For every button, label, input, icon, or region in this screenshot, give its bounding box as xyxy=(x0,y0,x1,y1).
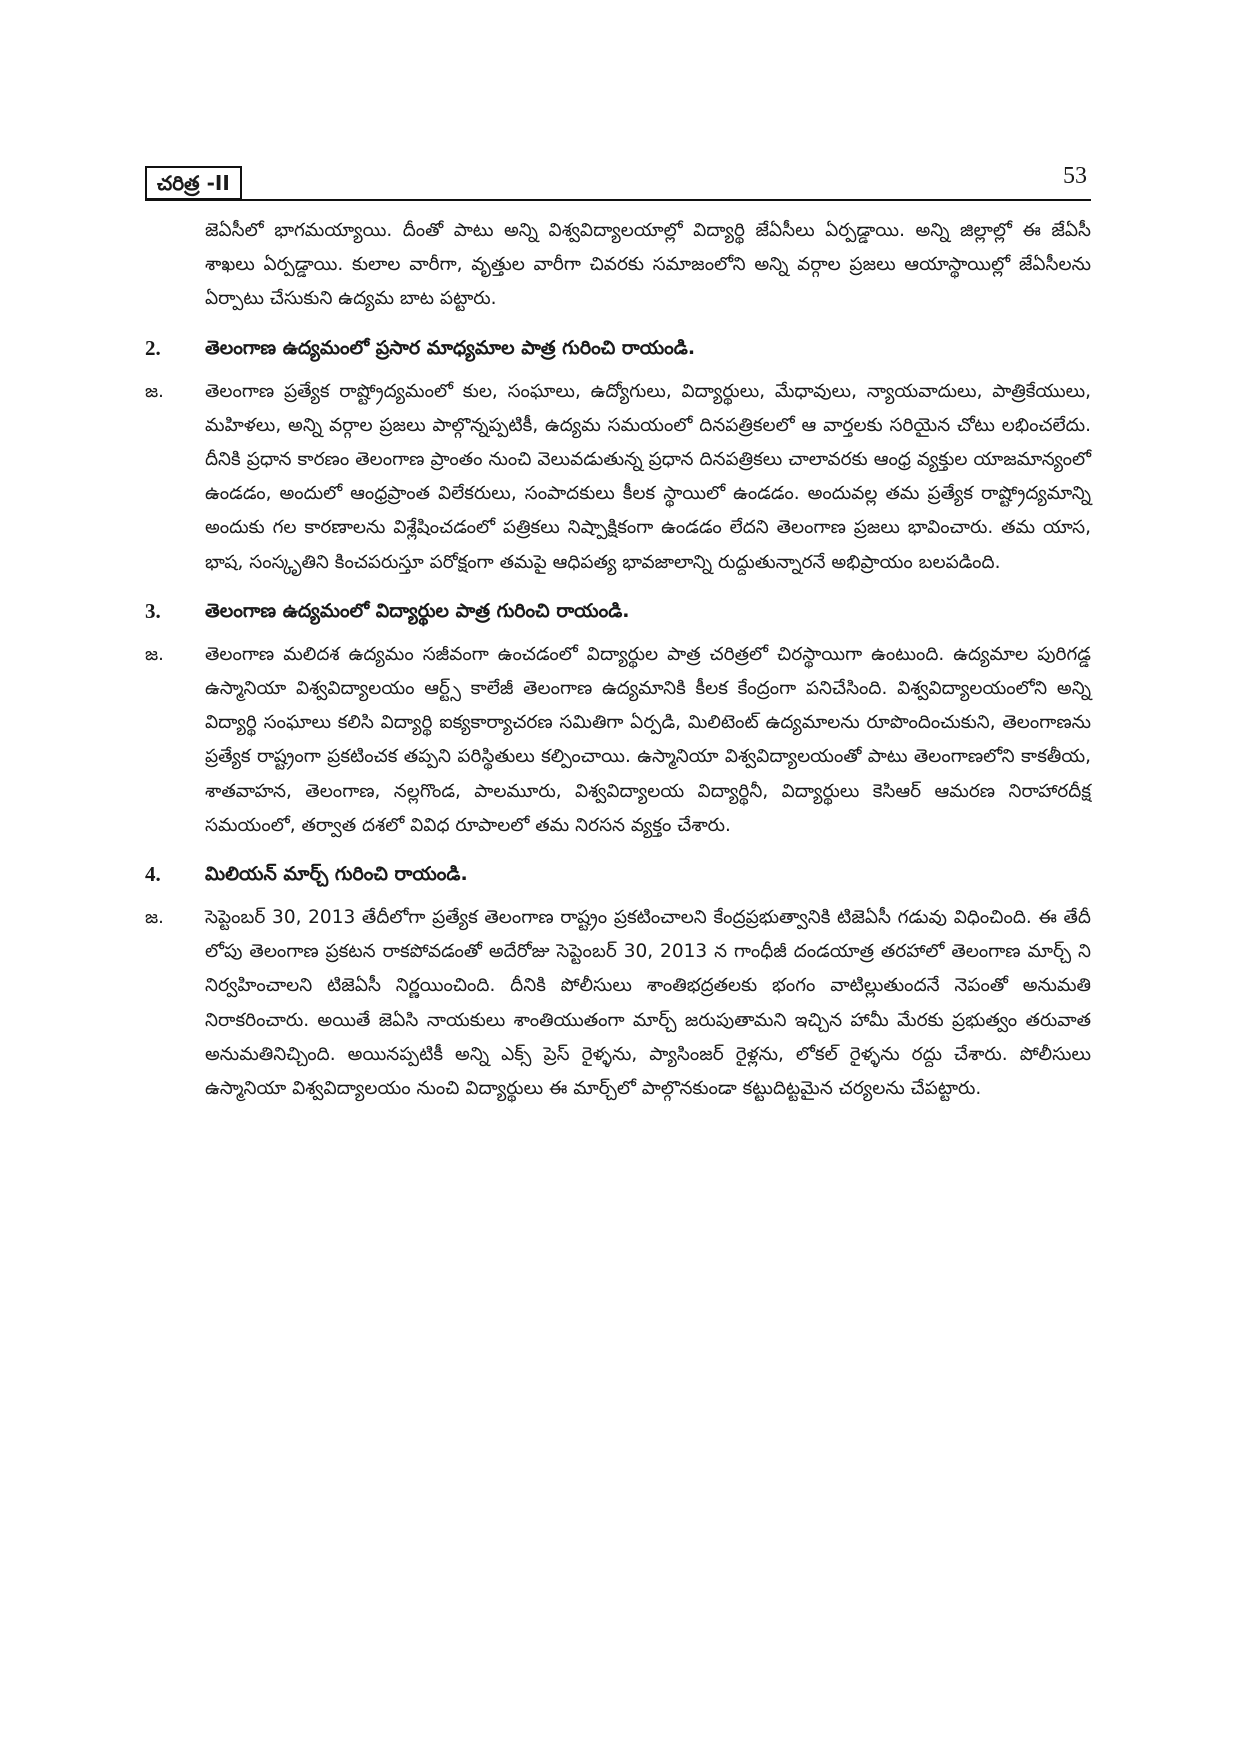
question-item xyxy=(145,331,1091,365)
answer-marker: జ. xyxy=(145,907,164,929)
answer-text: తెలంగాణ మలిదశ ఉద్యమం సజీవంగా ఉంచడంలో విద్యార్థుల పాత్ర చరిత్రలో చిరస్థాయిగా ఉంటుంది. ఉద్యమాల పురిగడ్డ ఉస్మానియా విశ్వవిద్యాలయం ఆర్ట్స్ కాలేజీ తెలంగాణ ఉద్యమానికి కీలక కేంద్రంగా పనిచేసింది. విశ్వవిద్యాలయంలోని అన్ని విద్యార్థి సంఘాలు కలిసి విద్యార్థి ఐక్యకార్యాచరణ సమితిగా ఏర్పడి, మిలిటెంట్ ఉద్యమాలను రూపొందించుకుని, తెలంగాణను ప్రత్యేక రాష్ట్రంగా ప్రకటించక తప్పని పరిస్థితులు కల్పించాయి. ఉస్మానియా విశ్వవిద్యాలయంతో పాటు తెలంగాణలోని కాకతీయ, శాతవాహన, తెలంగాణ, నల్లగొండ, పాలమూరు, విశ్వవిద్యాలయ విద్యార్థినీ, విద్యార్థులు కెసిఆర్ ఆమరణ నిరాహారదీక్ష సమయంలో, తర్వాత దశలో వివిధ రూపాలలో తమ నిరసన వ్యక్తం చేశారు. xyxy=(205,643,1091,836)
header-divider xyxy=(145,199,1091,201)
question-item xyxy=(145,594,1091,628)
page-header xyxy=(145,163,1091,203)
page-content xyxy=(145,214,1091,1106)
answer-item xyxy=(145,901,1091,1106)
answer-marker: జ. xyxy=(145,643,164,665)
answer-item xyxy=(145,375,1091,580)
answer-item xyxy=(145,638,1091,843)
question-number: 3. xyxy=(145,598,161,623)
question-text: తెలంగాణ ఉద్యమంలో విద్యార్థుల పాత్ర గురించి రాయండి. xyxy=(205,599,630,622)
question-item xyxy=(145,857,1091,891)
question-number: 4. xyxy=(145,862,161,887)
intro-paragraph: జెఏసీలో భాగమయ్యాయి. దీంతో పాటు అన్ని విశ్వవిద్యాలయాల్లో విద్యార్థి జేఏసీలు ఏర్పడ్డాయి. అన్ని జిల్లాల్లో ఈ జేఏసీ శాఖలు ఏర్పడ్డాయి. కులాల వారీగా, వృత్తుల వారీగా చివరకు సమాజంలోని అన్ని వర్గాల ప్రజలు ఆయాస్థాయిల్లో జేఏసీలను ఏర్పాటు చేసుకుని ఉద్యమ బాట పట్టారు. xyxy=(205,220,1091,310)
section-label: చరిత్ర -II xyxy=(145,166,242,200)
question-text: తెలంగాణ ఉద్యమంలో ప్రసార మాధ్యమాల పాత్ర గురించి రాయండి. xyxy=(205,336,696,359)
page-number: 53 xyxy=(1063,163,1087,189)
answer-text: తెలంగాణ ప్రత్యేక రాష్ట్రోద్యమంలో కుల, సంఘాలు, ఉద్యోగులు, విద్యార్థులు, మేధావులు, న్యాయవాదులు, పాత్రికేయులు, మహిళలు, అన్ని వర్గాల ప్రజలు పాల్గొన్నప్పటికీ, ఉద్యమ సమయంలో దినపత్రికలలో ఆ వార్తలకు సరియైన చోటు లభించలేదు. దీనికి ప్రధాన కారణం తెలంగాణ ప్రాంతం నుంచి వెలువడుతున్న ప్రధాన దినపత్రికలు చాలావరకు ఆంధ్ర వ్యక్తుల యాజమాన్యంలో ఉండడం, అందులో ఆంధ్రప్రాంత విలేకరులు, సంపాదకులు కీలక స్థాయిలో ఉండడం. అందువల్ల తమ ప్రత్యేక రాష్ట్రోద్యమాన్ని అందుకు గల కారణాలను విశ్లేషించడంలో పత్రికలు నిష్పాక్షికంగా ఉండడం లేదని తెలంగాణ ప్రజలు భావించారు. తమ యాస, భాష, సంస్కృతిని కించపరుస్తూ పరోక్షంగా తమపై ఆధిపత్య భావజాలాన్ని రుద్దుతున్నారనే అభిప్రాయం బలపడింది. xyxy=(205,380,1091,573)
answer-text: సెప్టెంబర్ 30, 2013 తేదీలోగా ప్రత్యేక తెలంగాణ రాష్ట్రం ప్రకటించాలని కేంద్రప్రభుత్వానికి టిజెఏసీ గడువు విధించింది. ఈ తేదీ లోపు తెలంగాణ ప్రకటన రాకపోవడంతో అదేరోజు సెప్టెంబర్ 30, 2013 న గాంధీజీ దండయాత్ర తరహాలో తెలంగాణ మార్చ్ ని నిర్వహించాలని టిజెఏసీ నిర్ణయించింది. దీనికి పోలీసులు శాంతిభద్రతలకు భంగం వాటిల్లుతుందనే నెపంతో అనుమతి నిరాకరించారు. అయితే జెఏసి నాయకులు శాంతియుతంగా మార్చ్ జరుపుతామని ఇచ్చిన హామీ మేరకు ప్రభుత్వం తరువాత అనుమతినిచ్చింది. అయినప్పటికీ అన్ని ఎక్స్ ప్రెస్ రైళ్ళను, ప్యాసింజర్ రైళ్లను, లోకల్ రైళ్ళను రద్దు చేశారు. పోలీసులు ఉస్మానియా విశ్వవిద్యాలయం నుంచి విద్యార్థులు ఈ మార్చ్‌లో పాల్గొనకుండా కట్టుదిట్టమైన చర్యలను చేపట్టారు. xyxy=(205,907,1091,1100)
question-text: మిలియన్ మార్చ్ గురించి రాయండి. xyxy=(205,863,468,886)
answer-marker: జ. xyxy=(145,380,164,402)
question-number: 2. xyxy=(145,335,161,360)
